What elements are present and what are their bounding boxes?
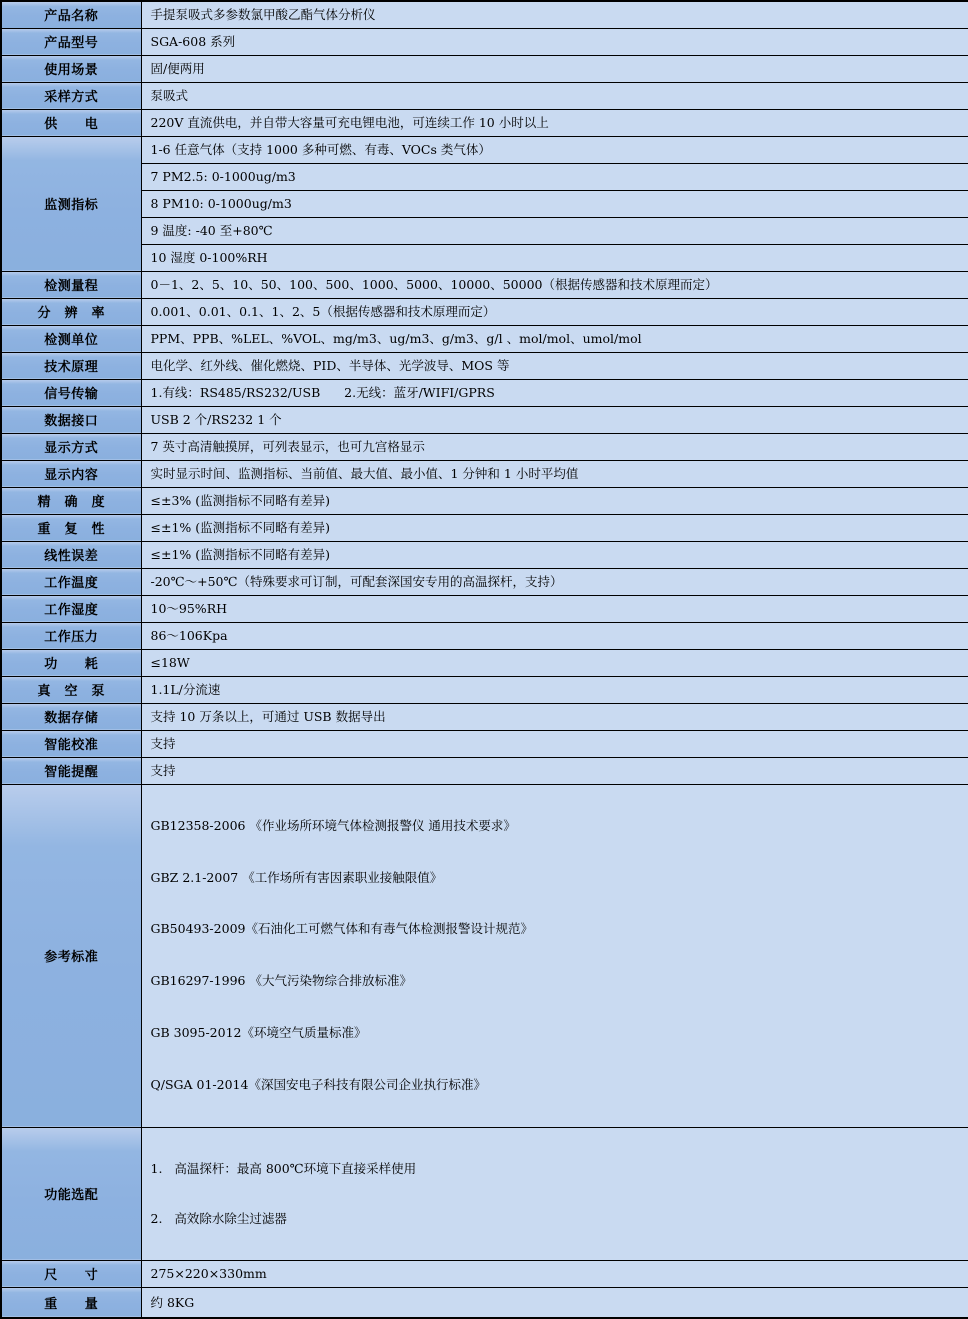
option-line: 2. 高效除水除尘过滤器 xyxy=(150,1211,287,1227)
row-label-detection-range: 检测量程 xyxy=(1,271,141,298)
row-label-linearity: 线性误差 xyxy=(1,541,141,568)
row-value-repeatability: ≤±1% (监测指标不同略有差异) xyxy=(141,514,968,541)
row-value-power: 220V 直流供电，并自带大容量可充电锂电池，可连续工作 10 小时以上 xyxy=(141,109,968,136)
row-label-working-pressure: 工作压力 xyxy=(1,622,141,649)
table-row xyxy=(1,730,968,757)
row-label-reference-standards: 参考标准 xyxy=(1,784,141,1127)
row-value-detection-range: 0－1、2、5、10、50、100、500、1000、5000、10000、50000（根据传感器和技术原理而定） xyxy=(141,271,968,298)
row-value-model: SGA-608 系列 xyxy=(141,28,968,55)
table-row xyxy=(1,1260,968,1287)
table-row xyxy=(1,784,968,1127)
table-row xyxy=(1,703,968,730)
row-label-signal: 信号传输 xyxy=(1,379,141,406)
standard-line: GB12358-2006 《作业场所环境气体检测报警仪 通用技术要求》 xyxy=(150,817,516,833)
row-label-power-consumption: 功 耗 xyxy=(1,649,141,676)
monitor-item: 10 湿度 0-100%RH xyxy=(141,244,968,271)
row-label-technology: 技术原理 xyxy=(1,352,141,379)
table-row xyxy=(1,460,968,487)
table-row xyxy=(1,568,968,595)
row-value-display-content: 实时显示时间、监测指标、当前值、最大值、最小值、1 分钟和 1 小时平均值 xyxy=(141,460,968,487)
row-label-display-content: 显示内容 xyxy=(1,460,141,487)
row-label-accuracy: 精 确 度 xyxy=(1,487,141,514)
row-value-working-pressure: 86～106Kpa xyxy=(141,622,968,649)
standard-line: GB50493-2009《石油化工可燃气体和有毒气体检测报警设计规范》 xyxy=(150,921,533,937)
row-value-resolution: 0.001、0.01、0.1、1、2、5（根据传感器和技术原理而定） xyxy=(141,298,968,325)
row-label-working-humidity: 工作湿度 xyxy=(1,595,141,622)
table-row xyxy=(1,649,968,676)
row-value-optional-functions xyxy=(141,1127,968,1260)
row-label-display-mode: 显示方式 xyxy=(1,433,141,460)
table-row xyxy=(1,676,968,703)
row-value-signal: 1.有线：RS485/RS232/USB 2.无线：蓝牙/WIFI/GPRS xyxy=(141,379,968,406)
row-value-power-consumption: ≤18W xyxy=(141,649,968,676)
row-label-product-name: 产品名称 xyxy=(1,1,141,28)
row-value-reference-standards xyxy=(141,784,968,1127)
row-label-data-interface: 数据接口 xyxy=(1,406,141,433)
row-value-technology: 电化学、红外线、催化燃烧、PID、半导体、光学波导、MOS 等 xyxy=(141,352,968,379)
row-value-accuracy: ≤±3% (监测指标不同略有差异) xyxy=(141,487,968,514)
row-label-model: 产品型号 xyxy=(1,28,141,55)
monitor-item: 7 PM2.5: 0-1000ug/m3 xyxy=(141,163,968,190)
row-value-smart-calibration: 支持 xyxy=(141,730,968,757)
row-label-smart-calibration: 智能校准 xyxy=(1,730,141,757)
row-value-display-mode: 7 英寸高清触摸屏，可列表显示，也可九宫格显示 xyxy=(141,433,968,460)
monitor-item: 9 温度: -40 至+80℃ xyxy=(141,217,968,244)
table-row xyxy=(1,541,968,568)
table-row xyxy=(1,1,968,28)
option-line: 1. 高温探杆：最高 800℃环境下直接采样使用 xyxy=(150,1161,417,1177)
row-value-product-name: 手提泵吸式多参数氯甲酸乙酯气体分析仪 xyxy=(141,1,968,28)
row-label-power: 供 电 xyxy=(1,109,141,136)
table-row xyxy=(1,271,968,298)
monitor-item: 1-6 任意气体（支持 1000 多种可燃、有毒、VOCs 类气体） xyxy=(141,136,968,163)
row-label-repeatability: 重 复 性 xyxy=(1,514,141,541)
table-row xyxy=(1,595,968,622)
row-label-data-storage: 数据存储 xyxy=(1,703,141,730)
row-value-data-interface: USB 2 个/RS232 1 个 xyxy=(141,406,968,433)
table-row xyxy=(1,406,968,433)
table-row xyxy=(1,1287,968,1318)
table-row xyxy=(1,325,968,352)
row-label-working-temp: 工作温度 xyxy=(1,568,141,595)
row-value-working-temp: -20℃～+50℃（特殊要求可订制，可配套深国安专用的高温探杆，支持） xyxy=(141,568,968,595)
row-label-weight: 重 量 xyxy=(1,1287,141,1318)
row-label-resolution: 分 辨 率 xyxy=(1,298,141,325)
table-row xyxy=(1,190,968,217)
row-label-units: 检测单位 xyxy=(1,325,141,352)
row-value-vacuum-pump: 1.1L/分流速 xyxy=(141,676,968,703)
row-value-linearity: ≤±1% (监测指标不同略有差异) xyxy=(141,541,968,568)
row-value-dimensions: 275×220×330mm xyxy=(141,1260,968,1287)
table-row xyxy=(1,433,968,460)
row-value-units: PPM、PPB、%LEL、%VOL、mg/m3、ug/m3、g/m3、g/l 、mol/mol、umol/mol xyxy=(141,325,968,352)
table-row xyxy=(1,622,968,649)
standard-line: GB16297-1996 《大气污染物综合排放标准》 xyxy=(150,973,412,989)
row-label-optional-functions: 功能选配 xyxy=(1,1127,141,1260)
standard-line: GB 3095-2012《环境空气质量标准》 xyxy=(150,1025,367,1041)
row-label-smart-reminder: 智能提醒 xyxy=(1,757,141,784)
table-row xyxy=(1,487,968,514)
table-row xyxy=(1,55,968,82)
standard-line: GBZ 2.1-2007 《工作场所有害因素职业接触限值》 xyxy=(150,869,443,885)
row-value-usage-scene: 固/便两用 xyxy=(141,55,968,82)
table-row xyxy=(1,1127,968,1260)
table-row xyxy=(1,82,968,109)
row-value-working-humidity: 10～95%RH xyxy=(141,595,968,622)
table-row xyxy=(1,379,968,406)
table-row xyxy=(1,298,968,325)
table-row xyxy=(1,757,968,784)
row-label-dimensions: 尺 寸 xyxy=(1,1260,141,1287)
row-label-monitor-indicators: 监测指标 xyxy=(1,136,141,271)
row-value-weight: 约 8KG xyxy=(141,1287,968,1318)
table-row xyxy=(1,28,968,55)
row-label-vacuum-pump: 真 空 泵 xyxy=(1,676,141,703)
row-label-usage-scene: 使用场景 xyxy=(1,55,141,82)
row-value-sampling: 泵吸式 xyxy=(141,82,968,109)
table-row xyxy=(1,514,968,541)
table-row xyxy=(1,109,968,136)
table-row xyxy=(1,136,968,163)
table-row xyxy=(1,352,968,379)
row-value-smart-reminder: 支持 xyxy=(141,757,968,784)
standard-line: Q/SGA 01-2014《深国安电子科技有限公司企业执行标准》 xyxy=(150,1076,486,1092)
row-value-data-storage: 支持 10 万条以上，可通过 USB 数据导出 xyxy=(141,703,968,730)
table-row xyxy=(1,163,968,190)
row-label-sampling: 采样方式 xyxy=(1,82,141,109)
table-row xyxy=(1,244,968,271)
table-row xyxy=(1,217,968,244)
monitor-item: 8 PM10: 0-1000ug/m3 xyxy=(141,190,968,217)
